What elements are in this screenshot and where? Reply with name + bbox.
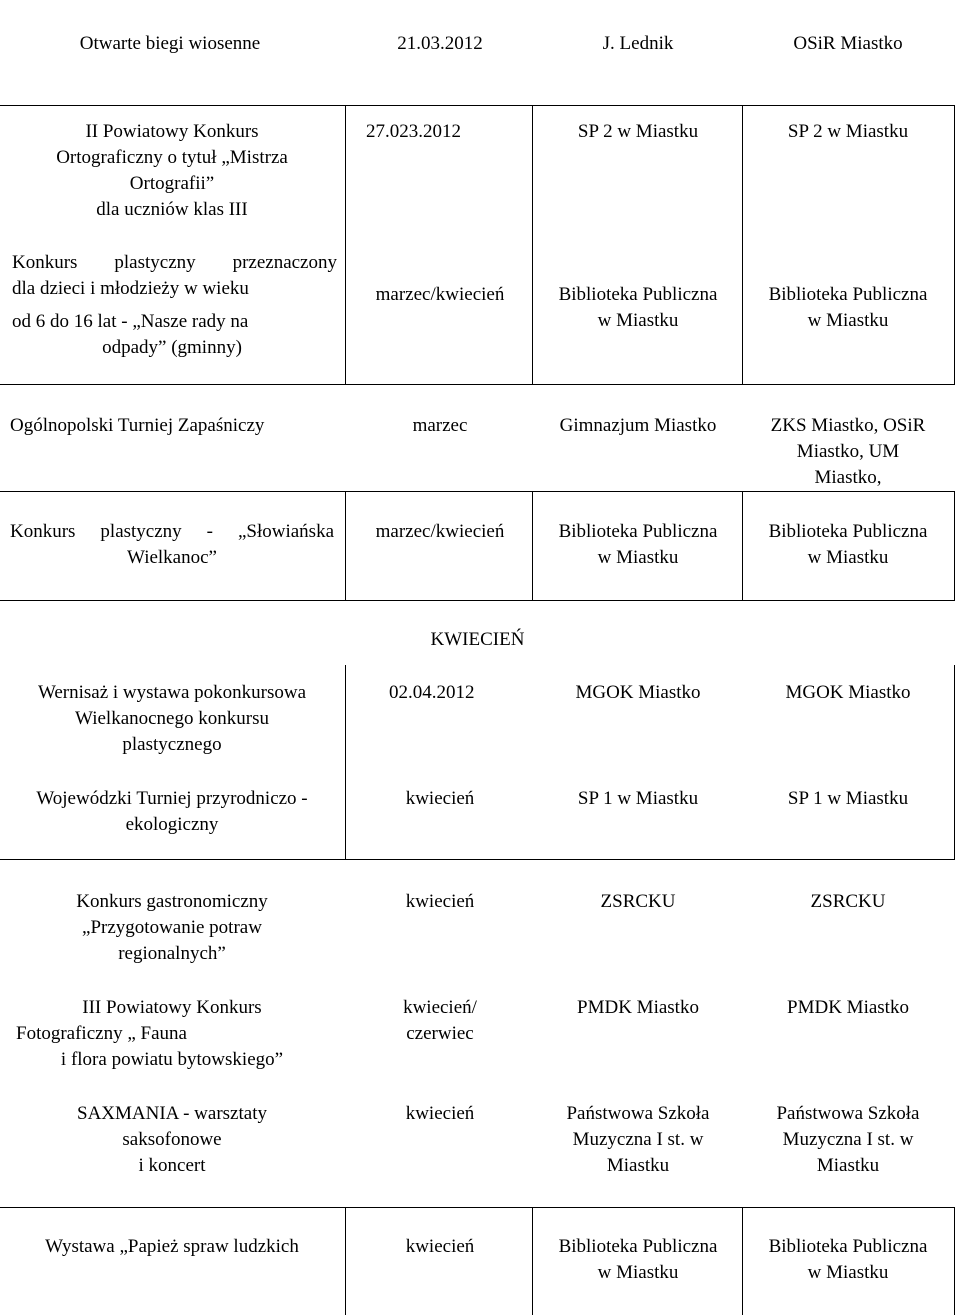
place-cell: PMDK Miastko [787, 997, 909, 1018]
place-line: Państwowa Szkoła [776, 1103, 920, 1124]
event-cell [2, 1101, 342, 1179]
date-cell: 02.04.2012 [389, 682, 475, 703]
place-line: w Miastku [807, 1262, 889, 1283]
organizer-line: Biblioteka Publiczna [558, 521, 718, 542]
date-line: czerwiec [406, 1023, 474, 1044]
place-cell [747, 1234, 949, 1286]
organizer-line: w Miastku [597, 310, 679, 331]
organizer-cell: SP 2 w Miastku [577, 121, 699, 142]
event-cell-cont [12, 309, 342, 335]
event-line: Ortograficzny o tytuł „Mistrza [56, 147, 288, 168]
event-line: Konkurs gastronomiczny [76, 891, 268, 912]
place-line: Muzyczna I st. w [782, 1129, 914, 1150]
organizer-cell [537, 1101, 739, 1179]
place-cell: SP 1 w Miastku [787, 788, 909, 809]
place-line: Biblioteka Publiczna [768, 1236, 928, 1257]
event-line: II Powiatowy Konkurs [85, 121, 259, 142]
place-cell: MGOK Miastko [785, 682, 911, 703]
date-line: kwiecień/ [403, 997, 477, 1018]
event-line: Konkurs plastyczny - „Słowiańska [10, 521, 334, 542]
event-line-text: Fotograficzny „ Fauna [16, 1023, 187, 1044]
organizer-cell: SP 1 w Miastku [577, 788, 699, 809]
place-line: Biblioteka Publiczna [768, 284, 928, 305]
date-cell [350, 995, 530, 1047]
event-line: Wojewódzki Turniej przyrodniczo - [36, 788, 308, 809]
event-cell [2, 680, 342, 758]
event-cell: Otwarte biegi wiosenne [79, 33, 261, 54]
event-line: III Powiatowy Konkurs [82, 997, 262, 1018]
place-cell: OSiR Miastko [793, 33, 903, 54]
place-line: Miastko, [814, 467, 882, 488]
place-cell: SP 2 w Miastku [787, 121, 909, 142]
date-cell: marzec/kwiecień [375, 284, 505, 305]
event-cell: Wystawa „Papież spraw ludzkich [45, 1236, 299, 1257]
date-cell: kwiecień [405, 1236, 475, 1257]
organizer-cell: MGOK Miastko [575, 682, 701, 703]
place-line: Miastku [816, 1155, 880, 1176]
event-line: plastycznego [122, 734, 222, 755]
place-cell [747, 413, 949, 491]
organizer-cell: ZSRCKU [600, 891, 676, 912]
event-cell [2, 119, 342, 223]
event-line: regionalnych” [118, 943, 226, 964]
event-line: Ortografii” [129, 173, 215, 194]
place-cell [747, 1101, 949, 1179]
event-line: Wernisaż i wystawa pokonkursowa [37, 682, 307, 703]
organizer-line: w Miastku [597, 547, 679, 568]
event-line: i flora powiatu bytowskiego” [60, 1049, 284, 1070]
place-line: Miastko, UM [796, 441, 900, 462]
month-heading: KWIECIEŃ [430, 629, 525, 650]
place-cell [747, 282, 949, 334]
place-line: w Miastku [807, 547, 889, 568]
organizer-cell: J. Lednik [602, 33, 674, 54]
organizer-cell: PMDK Miastko [577, 997, 699, 1018]
event-cell [2, 786, 342, 838]
event-line: ekologiczny [125, 814, 219, 835]
event-line [2, 1021, 342, 1047]
date-cell: marzec/kwiecień [375, 521, 505, 542]
organizer-line: Muzyczna I st. w [572, 1129, 704, 1150]
organizer-cell [537, 1234, 739, 1286]
event-cell [2, 519, 342, 571]
organizer-cell [537, 519, 739, 571]
place-cell: ZSRCKU [810, 891, 886, 912]
event-cell-cont [2, 335, 342, 361]
place-line: ZKS Miastko, OSiR [770, 415, 926, 436]
organizer-line: Państwowa Szkoła [566, 1103, 710, 1124]
organizer-line: w Miastku [597, 1262, 679, 1283]
place-line: w Miastku [807, 310, 889, 331]
event-line: odpady” (gminny) [102, 337, 242, 358]
event-line: dla uczniów klas III [96, 199, 248, 220]
event-line: i koncert [138, 1155, 206, 1176]
event-line: SAXMANIA - warsztaty [77, 1103, 267, 1124]
place-line: Biblioteka Publiczna [768, 521, 928, 542]
event-cell [12, 250, 337, 302]
event-line: Wielkanocnego konkursu [75, 708, 269, 729]
date-cell: marzec [412, 415, 468, 436]
event-cell: Ogólnopolski Turniej Zapaśniczy [10, 415, 265, 436]
organizer-line: Biblioteka Publiczna [558, 1236, 718, 1257]
organizer-line: Biblioteka Publiczna [558, 284, 718, 305]
organizer-cell: Gimnazjum Miastko [559, 415, 717, 436]
event-line: dla dzieci i młodzieży w wieku [12, 278, 249, 299]
organizer-line: Miastku [606, 1155, 670, 1176]
event-line: saksofonowe [122, 1129, 222, 1150]
date-cell: kwiecień [405, 891, 475, 912]
event-cell [2, 889, 342, 967]
organizer-cell [537, 282, 739, 334]
event-line: od 6 do 16 lat - „Nasze rady na [12, 311, 249, 332]
event-line: Konkurs plastyczny przeznaczony [12, 252, 337, 273]
event-cell [2, 995, 342, 1073]
date-cell: kwiecień [405, 1103, 475, 1124]
event-line: „Przygotowanie potraw [82, 917, 262, 938]
date-cell: 21.03.2012 [397, 33, 483, 54]
date-cell: kwiecień [405, 788, 475, 809]
date-cell: 27.023.2012 [366, 121, 461, 142]
place-cell [747, 519, 949, 571]
event-line: Wielkanoc” [127, 547, 217, 568]
